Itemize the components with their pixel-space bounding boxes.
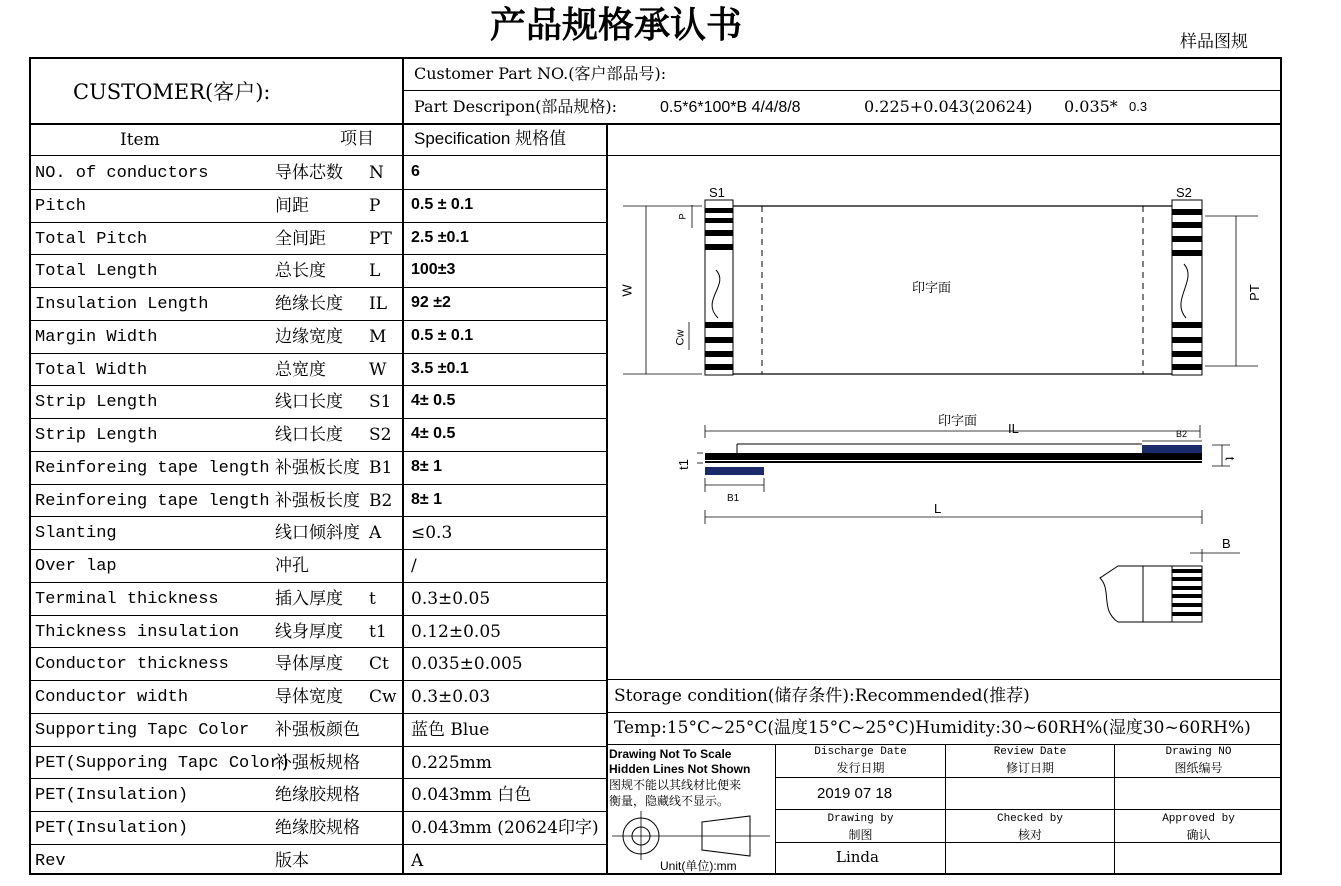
row-spec-value: A [411, 851, 424, 871]
reinforcing-tape-b1 [705, 467, 764, 475]
row-symbol: Cw [369, 687, 397, 707]
row-item-en: Supporting Tapc Color [35, 721, 250, 740]
doc-tag: 样品图规 [1180, 32, 1248, 52]
detail-b [1100, 549, 1240, 622]
spec-header: Specification 规格值 [414, 129, 567, 148]
note-cn-2: 衡量，隐藏线不显示。 [609, 794, 730, 808]
approved-by-label: Approved by [1162, 813, 1235, 825]
label-il: IL [1008, 421, 1019, 436]
label-s1: S1 [709, 185, 725, 200]
row-spec-value: 0.12±0.05 [411, 622, 501, 642]
row-symbol: P [369, 196, 381, 216]
row-symbol: B2 [369, 491, 393, 511]
drawing-by-label-cn: 制图 [848, 828, 873, 842]
row-symbol: S1 [369, 392, 392, 412]
label-cw: Cw [674, 329, 687, 346]
label-s2: S2 [1176, 185, 1192, 200]
label-p: P [677, 213, 688, 220]
row-item-en: Slanting [35, 524, 117, 543]
item-header-cn: 项目 [340, 129, 374, 149]
part-description-conductor-width: 0.3 [1129, 99, 1148, 114]
row-item-cn: 线口长度 [275, 425, 343, 445]
storage-condition: Storage condition(储存条件):Recommended(推荐) [614, 686, 1030, 706]
review-date-label: Review Date [993, 746, 1067, 758]
row-item-cn: 绝缘长度 [275, 294, 343, 314]
storage-temp: Temp:15°C~25°C(温度15°C~25°C)Humidity:30~60RH%(湿度30~60RH%) [614, 718, 1251, 738]
row-spec-value: 8± 1 [411, 458, 443, 475]
row-item-en: Reinforeing tape length [35, 459, 270, 478]
reinforcing-tape-b2 [1142, 445, 1202, 453]
document-title: 产品规格承认书 [490, 5, 743, 46]
row-spec-value: ≤0.3 [411, 523, 453, 543]
row-item-en: Conductor thickness [35, 655, 229, 674]
row-item-cn: 插入厚度 [275, 589, 343, 609]
row-spec-value: 92 ±2 [411, 294, 451, 311]
row-item-en: Thickness insulation [35, 623, 240, 642]
row-item-cn: 冲孔 [275, 556, 309, 576]
checked-by-label: Checked by [996, 813, 1063, 825]
row-spec-value: 0.5 ± 0.1 [411, 196, 474, 213]
row-spec-value: 0.225mm [411, 753, 492, 773]
label-b: B [1222, 536, 1231, 551]
row-symbol: M [369, 327, 387, 347]
review-date-label-cn: 修订日期 [1005, 761, 1054, 775]
row-item-en: Conductor width [35, 688, 189, 707]
row-spec-value: 0.5 ± 0.1 [411, 327, 474, 344]
row-item-en: Margin Width [35, 328, 158, 347]
print-face-top: 印字面 [912, 280, 952, 295]
row-item-en: Strip Length [35, 426, 158, 445]
row-spec-value: 4± 0.5 [411, 392, 456, 409]
row-spec-value: 0.3±0.05 [411, 589, 491, 609]
print-face-side: 印字面 [938, 413, 978, 428]
part-description-label: Part Descripon(部品规格): [414, 97, 618, 116]
row-item-en: PET(Insulation) [35, 786, 189, 805]
row-item-en: Insulation Length [35, 295, 209, 314]
row-spec-value: 0.035±0.005 [411, 654, 523, 674]
row-spec-value: 3.5 ±0.1 [411, 360, 469, 377]
row-item-cn: 线口长度 [275, 392, 343, 412]
row-spec-value: 6 [411, 163, 420, 180]
label-b2: B2 [1176, 429, 1188, 439]
row-item-en: NO. of conductors [35, 164, 209, 183]
label-l: L [934, 501, 942, 516]
note-cn-1: 图规不能以其线材比便来 [609, 778, 742, 792]
row-item-cn: 版本 [275, 851, 309, 871]
label-pt: PT [1246, 284, 1262, 301]
row-spec-value: 8± 1 [411, 491, 443, 508]
row-spec-value: 0.043mm 白色 [411, 785, 532, 805]
note-hidden-lines: Hidden Lines Not Shown [609, 762, 751, 776]
row-symbol: Ct [369, 654, 389, 674]
row-item-en: Rev [35, 852, 66, 871]
row-spec-value: 2.5 ±0.1 [411, 229, 469, 246]
row-item-en: PET(Supporing Tapc Color) [35, 754, 291, 773]
discharge-date-label-cn: 发行日期 [836, 761, 885, 775]
row-symbol: W [369, 360, 387, 380]
row-item-cn: 全间距 [275, 229, 326, 249]
row-item-cn: 绝缘胶规格 [275, 785, 360, 805]
row-item-cn: 导体厚度 [275, 654, 343, 674]
checked-by-label-cn: 核对 [1017, 828, 1042, 842]
discharge-date-label: Discharge Date [814, 746, 907, 758]
row-item-cn: 边缘宽度 [275, 327, 343, 347]
label-w: W [619, 284, 635, 297]
side-view [697, 425, 1230, 524]
row-symbol: IL [369, 294, 388, 314]
row-symbol: PT [369, 229, 392, 249]
row-item-en: Reinforeing tape length [35, 492, 270, 511]
part-description-conductor: 0.035* [1064, 97, 1118, 116]
drawer-name: Linda [836, 848, 879, 866]
row-item-cn: 总宽度 [275, 360, 326, 380]
row-item-cn: 补强板颜色 [275, 720, 360, 740]
row-symbol: L [369, 261, 381, 281]
label-t1: t1 [675, 459, 691, 470]
row-symbol: S2 [369, 425, 392, 445]
row-spec-value: 100±3 [411, 261, 456, 278]
row-spec-value: 0.043mm (20624印字) [411, 818, 599, 838]
row-spec-value: 蓝色 Blue [411, 720, 490, 740]
row-symbol: N [369, 163, 384, 183]
row-item-cn: 线口倾斜度 [275, 523, 360, 543]
row-item-en: Total Width [35, 361, 148, 380]
row-item-en: Pitch [35, 197, 87, 216]
row-item-cn: 补强板长度 [275, 491, 360, 511]
drawing-no-label: Drawing NO [1165, 746, 1232, 758]
row-symbol: B1 [369, 458, 393, 478]
drawing-by-label: Drawing by [827, 813, 894, 825]
row-spec-value: 4± 0.5 [411, 425, 456, 442]
projection-symbol [612, 811, 770, 860]
row-item-en: Strip Length [35, 393, 158, 412]
row-symbol: A [369, 523, 382, 543]
row-item-cn: 间距 [275, 196, 309, 216]
part-description-thickness: 0.225+0.043(20624) [864, 97, 1033, 116]
row-item-cn: 线身厚度 [275, 622, 343, 642]
note-not-to-scale: Drawing Not To Scale [609, 747, 732, 761]
label-b1: B1 [727, 493, 740, 504]
customer-label: CUSTOMER(客户): [73, 80, 271, 104]
row-item-en: PET(Insulation) [35, 819, 189, 838]
label-t: t [1222, 456, 1238, 461]
item-header: Item [120, 130, 160, 150]
row-item-en: Total Length [35, 262, 158, 281]
row-item-cn: 导体芯数 [275, 163, 343, 183]
row-symbol: t1 [369, 622, 387, 642]
row-item-en: Total Pitch [35, 230, 148, 249]
unit-label: Unit(单位):mm [660, 859, 737, 873]
row-item-en: Over lap [35, 557, 117, 576]
row-item-cn: 补强板规格 [275, 753, 360, 773]
drawing-no-label-cn: 图纸编号 [1174, 761, 1223, 775]
row-item-cn: 总长度 [275, 261, 326, 281]
row-item-cn: 补强板长度 [275, 458, 360, 478]
approved-by-label-cn: 确认 [1186, 828, 1211, 842]
row-spec-value: 0.3±0.03 [411, 687, 491, 707]
row-spec-value: / [411, 556, 417, 576]
row-item-cn: 绝缘胶规格 [275, 818, 360, 838]
customer-part-no: Customer Part NO.(客户部品号): [414, 64, 667, 83]
row-item-cn: 导体宽度 [275, 687, 343, 707]
discharge-date-value: 2019 07 18 [817, 785, 893, 802]
row-symbol: t [369, 589, 376, 609]
part-description-value: 0.5*6*100*B 4/4/8/8 [660, 99, 801, 116]
row-item-en: Terminal thickness [35, 590, 219, 609]
